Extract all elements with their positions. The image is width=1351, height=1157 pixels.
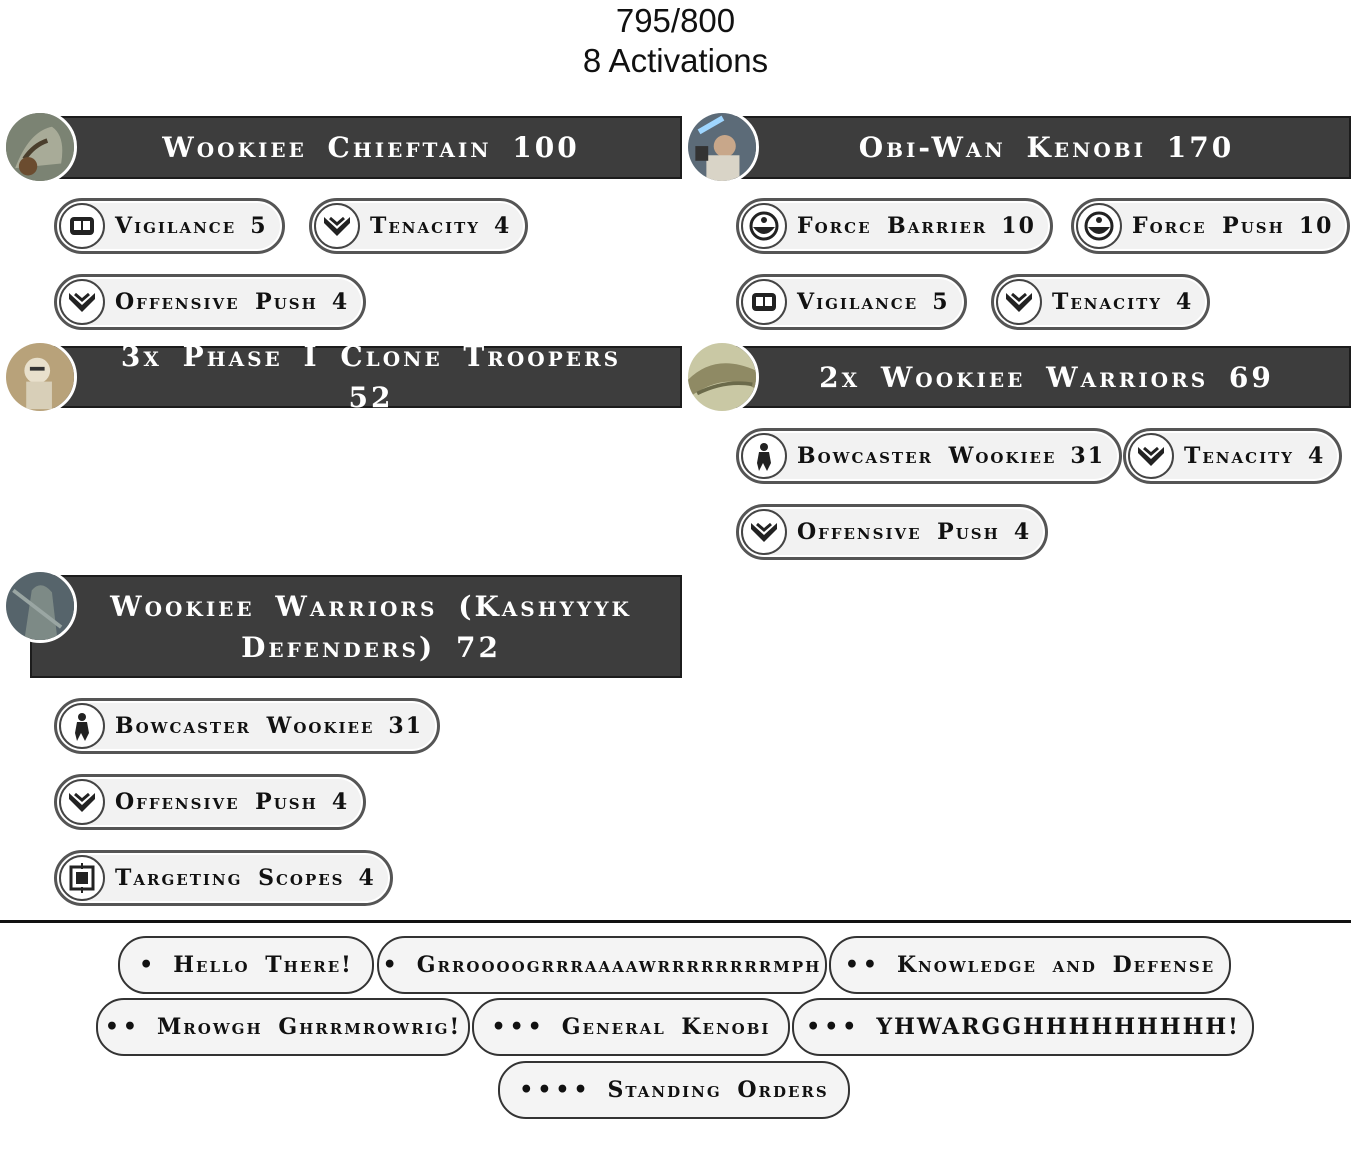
command-pips: •••: [806, 1014, 861, 1040]
upgrade-label: Tenacity: [1184, 443, 1294, 469]
command-label: Hello There!: [173, 952, 353, 978]
upgrade-cost: 10: [1001, 213, 1036, 239]
upgrade-targeting-scopes[interactable]: [54, 850, 393, 906]
upgrade-tenacity[interactable]: [1123, 428, 1342, 484]
upgrade-cost: 4: [493, 213, 512, 239]
unit-header-wookiee-chieftain[interactable]: [30, 116, 682, 179]
upgrade-label: Force Barrier: [797, 213, 988, 239]
command-label: Mrowgh Ghrrmrowrig!: [156, 1014, 462, 1040]
upgrade-bowcaster-wookiee[interactable]: [736, 428, 1122, 484]
command-card[interactable]: [498, 1061, 850, 1119]
force-icon: [741, 203, 787, 249]
command-card[interactable]: [118, 936, 374, 994]
heavy-weapon-icon: [59, 703, 105, 749]
armor-icon: [59, 203, 105, 249]
force-icon: [1076, 203, 1122, 249]
command-card[interactable]: [96, 998, 470, 1056]
upgrade-cost: 5: [250, 213, 268, 239]
gunnery-chevron-icon: [996, 279, 1042, 325]
command-pips: ••••: [519, 1077, 592, 1103]
unit-header-kashyyyk-defenders[interactable]: [30, 575, 682, 678]
upgrade-force-barrier[interactable]: [736, 198, 1053, 254]
command-pips: •••: [491, 1014, 546, 1040]
upgrade-label: Bowcaster Wookiee: [797, 443, 1057, 469]
unit-header-clone-troopers[interactable]: [30, 340, 682, 414]
upgrade-offensive-push[interactable]: [54, 274, 366, 330]
upgrade-label: Bowcaster Wookiee: [115, 713, 375, 739]
upgrade-label: Tenacity: [1052, 289, 1162, 315]
upgrade-label: Vigilance: [797, 289, 919, 315]
upgrade-cost: 10: [1298, 213, 1334, 239]
command-label: Knowledge and Defense: [896, 952, 1216, 978]
command-card[interactable]: [377, 936, 827, 994]
upgrade-label: Offensive Push: [115, 789, 318, 815]
upgrade-tenacity[interactable]: [991, 274, 1210, 330]
upgrade-force-push[interactable]: [1071, 198, 1350, 254]
unit-title: Obi-Wan Kenobi 170: [858, 131, 1235, 164]
activation-count: 8 Activations: [582, 42, 769, 79]
upgrade-label: Force Push: [1132, 213, 1285, 239]
unit-title: Wookiee Chieftain 100: [162, 131, 580, 164]
upgrade-cost: 4: [1013, 519, 1032, 545]
unit-avatar-wookiee-warriors: [685, 340, 759, 414]
upgrade-label: Offensive Push: [115, 289, 318, 315]
command-card[interactable]: [829, 936, 1231, 994]
unit-title: 3x Phase I Clone Troopers 52: [120, 340, 622, 414]
unit-title-line-1: Wookiee Warriors (Kashyyyk: [110, 589, 632, 623]
unit-title-line-2: Defenders) 72: [241, 630, 501, 664]
upgrade-cost: 4: [1175, 289, 1194, 315]
upgrade-bowcaster-wookiee[interactable]: [54, 698, 440, 754]
unit-avatar-kashyyyk-defenders: [3, 569, 77, 643]
command-label: YHWARGGHHHHHHHHH!: [876, 1014, 1240, 1040]
gunnery-chevron-icon: [59, 279, 105, 325]
gunnery-chevron-icon: [59, 779, 105, 825]
upgrade-cost: 31: [388, 713, 424, 739]
points-total: 795/800: [615, 2, 736, 39]
upgrade-cost: 4: [331, 789, 350, 815]
unit-avatar-obi-wan-kenobi: [685, 110, 759, 184]
upgrade-tenacity[interactable]: [309, 198, 528, 254]
command-card[interactable]: [792, 998, 1254, 1056]
command-card[interactable]: [472, 998, 790, 1056]
upgrade-vigilance[interactable]: [54, 198, 285, 254]
upgrade-label: Vigilance: [115, 213, 237, 239]
command-pips: ••: [104, 1014, 141, 1040]
armor-icon: [741, 279, 787, 325]
unit-header-obi-wan-kenobi[interactable]: [712, 116, 1351, 179]
command-pips: •: [382, 952, 401, 978]
upgrade-cost: 31: [1070, 443, 1106, 469]
unit-avatar-wookiee-chieftain: [3, 110, 77, 184]
gunnery-chevron-icon: [741, 509, 787, 555]
upgrade-label: Tenacity: [370, 213, 480, 239]
gunnery-chevron-icon: [1128, 433, 1174, 479]
upgrade-cost: 5: [932, 289, 950, 315]
heavy-weapon-icon: [741, 433, 787, 479]
upgrade-offensive-push[interactable]: [54, 774, 366, 830]
command-label: Standing Orders: [607, 1077, 829, 1103]
upgrade-label: Offensive Push: [797, 519, 1000, 545]
unit-header-wookiee-warriors[interactable]: [712, 346, 1351, 408]
command-label: Grroooogrrraaaawrrrrrrrrmph: [416, 952, 822, 978]
command-pips: ••: [844, 952, 881, 978]
unit-title: 2x Wookiee Warriors 69: [819, 360, 1274, 394]
upgrade-cost: 4: [358, 865, 376, 891]
upgrade-offensive-push[interactable]: [736, 504, 1048, 560]
upgrade-vigilance[interactable]: [736, 274, 967, 330]
hardpoint-icon: [59, 855, 105, 901]
command-pips: •: [139, 952, 158, 978]
unit-avatar-clone-troopers: [3, 340, 77, 414]
command-label: General Kenobi: [561, 1014, 771, 1040]
upgrade-cost: 4: [1307, 443, 1326, 469]
upgrade-label: Targeting Scopes: [115, 865, 345, 891]
gunnery-chevron-icon: [314, 203, 360, 249]
section-divider: [0, 920, 1351, 923]
upgrade-cost: 4: [331, 289, 350, 315]
